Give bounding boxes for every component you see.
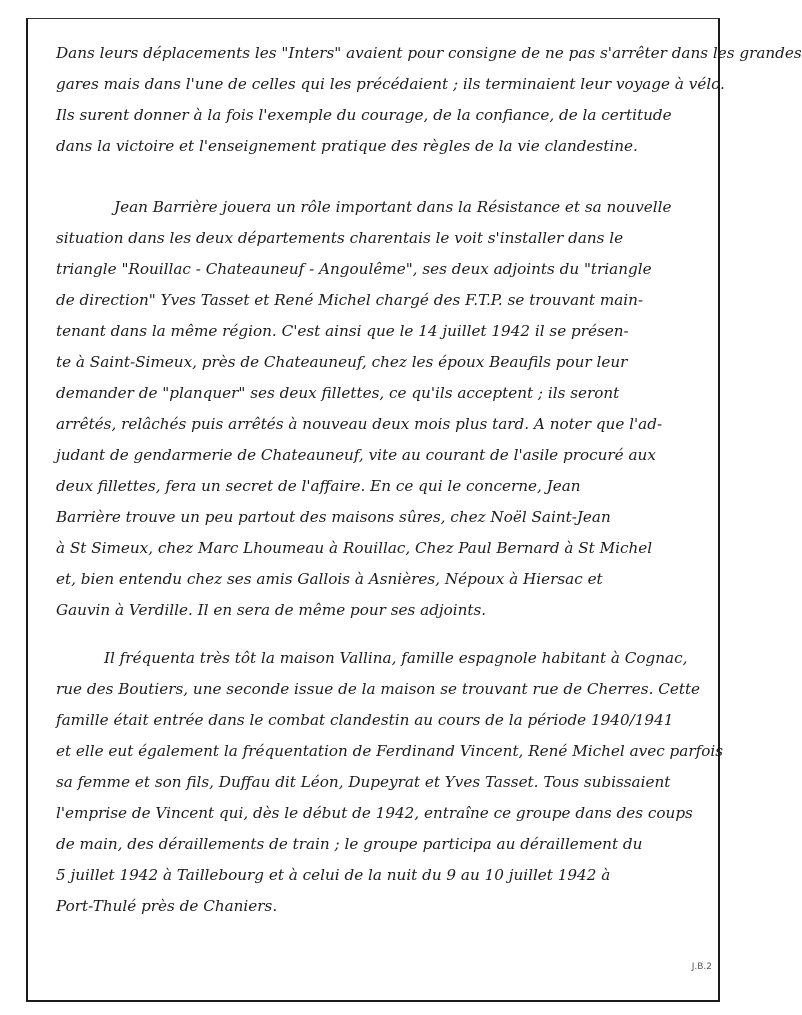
text-line: gares mais dans l'une de celles qui les précédaient ; ils terminaient leur voyage à vélo. bbox=[56, 75, 725, 93]
text-line: l'emprise de Vincent qui, dès le début de 1942, entraîne ce groupe dans des coups bbox=[56, 804, 693, 822]
text-line: situation dans les deux départements charentais le voit s'installer dans le bbox=[56, 229, 624, 247]
text-line: Gauvin à Verdille. Il en sera de même pour ses adjoints. bbox=[56, 601, 487, 619]
text-line: Ils surent donner à la fois l'exemple du courage, de la confiance, de la certitude bbox=[56, 106, 672, 124]
text-line: Port-Thulé près de Chaniers. bbox=[56, 897, 278, 915]
text-line: et elle eut également la fréquentation de Ferdinand Vincent, René Michel avec parfois bbox=[56, 742, 724, 760]
text-line: Barrière trouve un peu partout des maisons sûres, chez Noël Saint-Jean bbox=[56, 508, 611, 526]
text-line: dans la victoire et l'enseignement pratique des règles de la vie clandestine. bbox=[56, 137, 638, 155]
text-line: 5 juillet 1942 à Taillebourg et à celui de la nuit du 9 au 10 juillet 1942 à bbox=[56, 866, 611, 884]
text-line: te à Saint-Simeux, près de Chateauneuf, chez les époux Beaufils pour leur bbox=[56, 353, 628, 371]
paragraph-3 bbox=[56, 643, 724, 922]
text-line: Dans leurs déplacements les "Inters" avaient pour consigne de ne pas s'arrêter dans les grandes bbox=[56, 44, 802, 62]
text-line: Jean Barrière jouera un rôle important dans la Résistance et sa nouvelle bbox=[114, 198, 672, 216]
text-line: de main, des déraillements de train ; le groupe participa au déraillement du bbox=[56, 835, 643, 853]
text-line: et, bien entendu chez ses amis Gallois à Asnières, Népoux à Hiersac et bbox=[56, 570, 603, 588]
text-line: famille était entrée dans le combat clandestin au cours de la période 1940/1941 bbox=[56, 711, 674, 729]
text-line: demander de "planquer" ses deux fillettes, ce qu'ils acceptent ; ils seront bbox=[56, 384, 620, 402]
text-line: à St Simeux, chez Marc Lhoumeau à Rouillac, Chez Paul Bernard à St Michel bbox=[56, 539, 653, 557]
text-line: Il fréquenta très tôt la maison Vallina, famille espagnole habitant à Cognac, bbox=[104, 649, 688, 667]
paragraph-1 bbox=[56, 38, 802, 162]
paragraph-2 bbox=[56, 192, 716, 626]
text-line: triangle "Rouillac - Chateauneuf - Angoulême", ses deux adjoints du "triangle bbox=[56, 260, 652, 278]
text-line: de direction" Yves Tasset et René Michel chargé des F.T.P. se trouvant main- bbox=[56, 291, 644, 309]
page-reference-mark: J.B.2 bbox=[691, 962, 712, 972]
text-line: judant de gendarmerie de Chateauneuf, vite au courant de l'asile procuré aux bbox=[56, 446, 656, 464]
text-line: arrêtés, relâchés puis arrêtés à nouveau deux mois plus tard. A noter que l'ad- bbox=[56, 415, 663, 433]
text-line: rue des Boutiers, une seconde issue de la maison se trouvant rue de Cherres. Cette bbox=[56, 680, 701, 698]
text-line: tenant dans la même région. C'est ainsi que le 14 juillet 1942 il se présen- bbox=[56, 322, 629, 340]
text-line: deux fillettes, fera un secret de l'affaire. En ce qui le concerne, Jean bbox=[56, 477, 581, 495]
text-line: sa femme et son fils, Duffau dit Léon, Dupeyrat et Yves Tasset. Tous subissaient bbox=[56, 773, 671, 791]
